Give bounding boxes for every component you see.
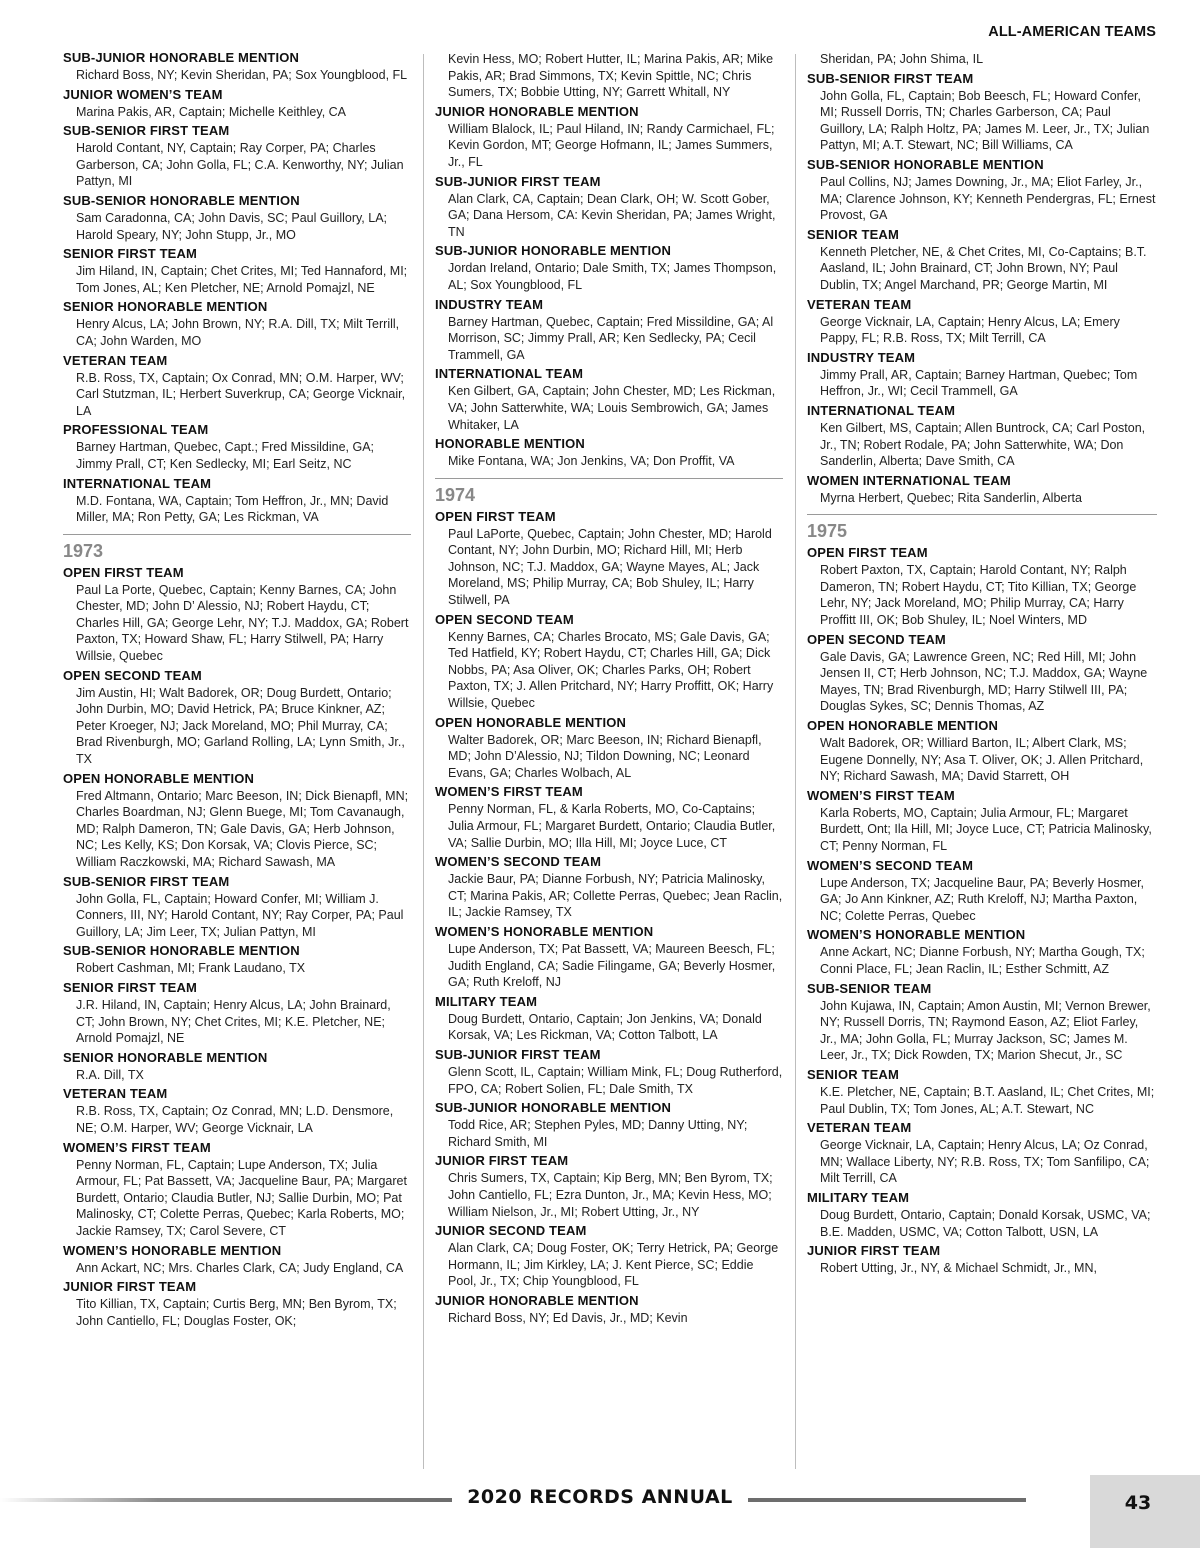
team-heading: INTERNATIONAL TEAM (807, 402, 956, 418)
team-heading: SENIOR FIRST TEAM (63, 979, 197, 995)
team-heading: JUNIOR WOMEN’S TEAM (63, 86, 223, 102)
team-roster: Mike Fontana, WA; Jon Jenkins, VA; Don Proffit, VA (448, 454, 735, 469)
team-section (435, 243, 783, 293)
team-section (807, 788, 1157, 855)
team-section (63, 422, 411, 472)
running-header: ALL-AMERICAN TEAMS (988, 24, 1156, 40)
team-heading: OPEN HONORABLE MENTION (435, 714, 627, 730)
team-heading: SUB-SENIOR TEAM (807, 980, 932, 996)
team-heading: SENIOR FIRST TEAM (63, 246, 197, 262)
team-roster: Marina Pakis, AR, Captain; Michelle Keithley, CA (76, 104, 347, 119)
team-section (435, 1047, 783, 1097)
team-heading: WOMEN’S HONORABLE MENTION (63, 1242, 282, 1258)
team-section (807, 1190, 1157, 1240)
team-heading: OPEN FIRST TEAM (435, 508, 556, 524)
team-heading: VETERAN TEAM (807, 1120, 912, 1136)
team-roster: Jackie Baur, PA; Dianne Forbush, NY; Patricia Malinosky, CT; Marina Pakis, AR; Collette Perras, Quebec; Jean Raclin, IL; Jackie Ramsey, TX (448, 872, 783, 920)
team-section (63, 771, 411, 871)
team-heading: VETERAN TEAM (63, 352, 168, 368)
team-section (63, 476, 411, 526)
team-heading: WOMEN’S HONORABLE MENTION (807, 927, 1026, 943)
team-roster: Kenny Barnes, CA; Charles Brocato, MS; Gale Davis, GA; Ted Hatfield, KY; Robert Haydu, CT; Charles Hill, GA; Dick Nobbs, PA; Asa Oliver, OK; Charles Parks, OH; Robert Paxton, TX; J. Allen Pritchard, NY; Harry Proffitt, OK; Harry Willsie, Quebec (448, 629, 774, 711)
team-section (63, 87, 411, 121)
team-heading: SUB-SENIOR HONORABLE MENTION (807, 156, 1044, 172)
team-section (807, 927, 1157, 977)
column-divider (795, 54, 796, 1469)
footer-rule-right (748, 1498, 1026, 1502)
team-section (807, 1120, 1157, 1187)
year-heading: 1975 (807, 521, 848, 542)
column-1 (63, 50, 411, 1332)
team-heading: MILITARY TEAM (435, 993, 538, 1009)
team-roster: K.E. Pletcher, NE, Captain; B.T. Aasland, IL; Chet Crites, MI; Paul Dublin, TX; Tom Jones, AL; A.T. Stewart, NC (820, 1084, 1155, 1116)
footer-title: 2020 RECORDS ANNUAL (467, 1486, 733, 1508)
team-roster: R.B. Ross, TX, Captain; Ox Conrad, MN; O.M. Harper, WV; Carl Stutzman, IL; Herbert Suverkrup, CA; George Vicknair, LA (76, 370, 406, 418)
team-roster: Barney Hartman, Quebec, Capt.; Fred Missildine, GA; Jimmy Prall, CT; Ken Sedlecky, MI; Earl Seitz, NC (76, 440, 375, 471)
team-heading: OPEN SECOND TEAM (63, 667, 202, 683)
year-section (63, 534, 411, 563)
team-roster: Gale Davis, GA; Lawrence Green, NC; Red Hill, MI; John Jensen II, CT; Herb Johnson, NC; T.J. Maddox, GA; Wayne Mayes, TN; Brad Rivenburgh, MD; Harry Stilwell III, PA; Douglas Sykes, SC; Dennis Thomas, AZ (820, 649, 1148, 714)
team-heading: WOMEN’S FIRST TEAM (435, 784, 583, 800)
team-roster: Sheridan, PA; John Shima, IL (820, 52, 984, 66)
team-heading: SUB-SENIOR HONORABLE MENTION (63, 943, 300, 959)
team-heading: OPEN SECOND TEAM (807, 631, 946, 647)
team-section (63, 123, 411, 190)
team-roster: Lupe Anderson, TX; Jacqueline Baur, PA; Beverly Hosmer, GA; Jo Ann Kinkner, AZ; Ruth Kreloff, NJ; Martha Paxton, NC; Colette Perras, Quebec (820, 875, 1145, 923)
team-section (435, 612, 783, 712)
team-section (63, 246, 411, 296)
team-roster: Paul LaPorte, Quebec, Captain; John Chester, MD; Harold Contant, NY; John Durbin, MO; Richard Hill, MI; Herb Johnson, NC; T.J. Maddox, GA; Wayne Mayes, AL; Jack Moreland, MS; Philip Murray, CA; Bob Shuley, IL; Harry Stilwell, PA (448, 526, 772, 608)
team-section (435, 784, 783, 851)
team-section (63, 1050, 411, 1084)
team-heading: SENIOR HONORABLE MENTION (63, 299, 268, 315)
team-section (63, 980, 411, 1047)
team-heading: OPEN HONORABLE MENTION (63, 770, 255, 786)
team-section (807, 1067, 1157, 1117)
team-roster: Penny Norman, FL, Captain; Lupe Anderson, TX; Julia Armour, FL; Pat Bassett, VA; Jacqueline Baur, PA; Margaret Burdett, Ontario; Claudia Butler, NJ; Sallie Durbin, MO; Pat Malinosky, CT; Colette Perras, Quebec; Karla Roberts, MO; Jackie Ramsey, TX; Carol Severe, CT (76, 1157, 407, 1238)
team-roster: Jimmy Prall, AR, Captain; Barney Hartman, Quebec; Tom Heffron, Jr., WI; Cecil Trammell, GA (820, 367, 1138, 399)
team-section (807, 71, 1157, 154)
team-section (435, 1100, 783, 1150)
team-heading: SUB-SENIOR FIRST TEAM (807, 70, 974, 86)
team-roster: R.A. Dill, TX (76, 1067, 144, 1082)
team-section (435, 924, 783, 991)
team-section (807, 981, 1157, 1064)
team-roster: George Vicknair, LA, Captain; Henry Alcus, LA; Emery Pappy, FL; R.B. Ross, TX; Milt Terrill, CA (820, 314, 1120, 346)
team-section (63, 1279, 411, 1329)
team-roster: Jim Hiland, IN, Captain; Chet Crites, MI; Ted Hannaford, MI; Tom Jones, AL; Ken Pletcher, NE; Arnold Pomajzl, NE (76, 264, 408, 295)
team-heading: OPEN FIRST TEAM (807, 545, 928, 561)
team-section (63, 1243, 411, 1277)
team-roster: John Golla, FL, Captain; Howard Confer, MI; William J. Conners, III, NY; Harold Contant, NY; Ray Corper, PA; Paul Guillory, LA; Jim Leer, TX; Julian Pattyn, MI (76, 891, 404, 939)
team-roster: Alan Clark, CA, Captain; Dean Clark, OH; W. Scott Gober, GA; Dana Hersom, CA: Kevin Sheridan, PA; James Wright, TN (448, 191, 776, 239)
team-section (63, 943, 411, 977)
team-roster: Tito Killian, TX, Captain; Curtis Berg, MN; Ben Byrom, TX; John Cantiello, FL; Douglas Foster, OK; (76, 1297, 397, 1328)
team-section (807, 1243, 1157, 1277)
team-heading: OPEN FIRST TEAM (63, 564, 184, 580)
team-section (807, 545, 1157, 628)
team-roster: Jim Austin, HI; Walt Badorek, OR; Doug Burdett, Ontario; John Durbin, MO; David Hetrick, PA; Bruce Kinkner, AZ; Peter Kroeger, NJ; Jack Moreland, MO; Phil Murray, CA; Brad Rivenburgh, MO; Garland Rolling, LA; Lynn Smith, Jr., TX (76, 685, 405, 767)
team-section (807, 858, 1157, 925)
team-roster: George Vicknair, LA, Captain; Henry Alcus, LA; Oz Conrad, MN; Wallace Liberty, NY; R.B. Ross, TX; Tom Sanfilipo, CA; Milt Terrill, CA (820, 1138, 1150, 1186)
team-section (807, 473, 1157, 507)
team-roster: Ken Gilbert, MS, Captain; Allen Buntrock, CA; Carl Poston, Jr., TN; Robert Rodale, PA; John Satterwhite, WA; Don Sanderlin, Alberta; Dave Smith, CA (820, 420, 1146, 469)
team-roster: Ann Ackart, NC; Mrs. Charles Clark, CA; Judy England, CA (76, 1260, 404, 1275)
team-roster: Jordan Ireland, Ontario; Dale Smith, TX; James Thompson, AL; Sox Youngblood, FL (448, 261, 777, 292)
team-heading: WOMEN’S SECOND TEAM (807, 857, 974, 873)
team-roster: Lupe Anderson, TX; Pat Bassett, VA; Maureen Beesch, FL; Judith England, CA; Sadie Filingame, GA; Beverly Hosmer, GA; Ruth Kreloff, NJ (448, 941, 776, 990)
team-roster: Barney Hartman, Quebec, Captain; Fred Missildine, GA; Al Morrison, SC; Jimmy Prall, AR; Ken Sedlecky, PA; Cecil Trammell, GA (448, 314, 774, 362)
team-roster: Fred Altmann, Ontario; Marc Beeson, IN; Dick Bienapfl, MN; Charles Boardman, NJ; Glenn Buege, MI; Tom Cavanaugh, MD; Ralph Dameron, TN; Gale Davis, GA; Herb Johnson, NC; Les Kelly, KS; Don Korsak, VA; Clovis Pierce, SC; William Raczkowski, MA; Richard Sawash, MA (76, 788, 409, 869)
team-heading: SUB-JUNIOR HONORABLE MENTION (63, 50, 300, 65)
team-heading: HONORABLE MENTION (435, 436, 585, 452)
team-section (435, 51, 783, 101)
team-section (807, 632, 1157, 715)
team-heading: SENIOR TEAM (807, 1066, 899, 1082)
team-roster: Henry Alcus, LA; John Brown, NY; R.A. Dill, TX; Milt Terrill, CA; John Warden, MO (76, 317, 400, 348)
team-heading: INTERNATIONAL TEAM (63, 475, 212, 491)
team-heading: SUB-JUNIOR FIRST TEAM (435, 1046, 601, 1062)
team-heading: WOMEN’S HONORABLE MENTION (435, 923, 654, 939)
team-roster: John Golla, FL, Captain; Bob Beesch, FL; Howard Confer, MI; Russell Dorris, TN; Charles Garberson, CA; Paul Guillory, LA; Ralph Holtz, PA; James M. Leer, Jr., TX; Julian Pattyn, MI; A.T. Stewart, NC; Bill Williams, CA (820, 88, 1150, 153)
footer-rule-left (0, 1498, 452, 1502)
team-heading: VETERAN TEAM (63, 1086, 168, 1102)
team-heading: SENIOR HONORABLE MENTION (63, 1049, 268, 1065)
team-heading: JUNIOR FIRST TEAM (807, 1243, 941, 1259)
team-section (435, 509, 783, 609)
team-section (63, 874, 411, 941)
team-roster: Ken Gilbert, GA, Captain; John Chester, MD; Les Rickman, VA; John Satterwhite, WA; Louis Sembrowich, GA; James Whitaker, LA (448, 384, 776, 432)
team-roster: Chris Sumers, TX, Captain; Kip Berg, MN; Ben Byrom, TX; John Cantiello, FL; Ezra Dunton, Jr., MA; Kevin Hess, MO; William Nielson, Jr., MI; Robert Utting, Jr., NY (448, 1171, 773, 1219)
team-roster: Harold Contant, NY, Captain; Ray Corper, PA; Charles Garberson, CA; John Golla, FL; C.A. Kenworthy, NY; Julian Pattyn, MI (76, 141, 404, 189)
team-roster: R.B. Ross, TX, Captain; Oz Conrad, MN; L.D. Densmore, NE; O.M. Harper, WV; George Vicknair, LA (76, 1104, 394, 1135)
team-section (435, 854, 783, 921)
team-roster: Doug Burdett, Ontario, Captain; Jon Jenkins, VA; Donald Korsak, VA; Les Rickman, VA; Cotton Talbott, LA (448, 1011, 762, 1043)
team-section (63, 50, 411, 84)
year-section (807, 514, 1157, 543)
team-section (435, 174, 783, 241)
team-roster: John Kujawa, IN, Captain; Amon Austin, MI; Vernon Brewer, NY; Russell Dorris, TN; Raymond Eason, AZ; Eliot Farley, Jr., MA; John Golla, FL; Murray Jackson, SC; James M. Leer, Jr., TX; Dick Rowden, TX; Marion Shecut, Jr., SC (820, 998, 1151, 1063)
team-roster: Glenn Scott, IL, Captain; William Mink, FL; Doug Rutherford, FPO, CA; Robert Solien, FL; Dale Smith, TX (448, 1064, 783, 1096)
team-section (63, 353, 411, 420)
team-roster: Paul La Porte, Quebec, Captain; Kenny Barnes, CA; John Chester, MD; John D’ Alessio, NJ; Robert Haydu, CT; Charles Hill, GA; George Lehr, NY; T.J. Maddox, GA; Robert Paxton, TX; Howard Shaw, FL; Harry Stilwell, PA; Harry Willsie, Quebec (76, 582, 409, 664)
team-heading: SUB-JUNIOR FIRST TEAM (435, 173, 601, 189)
team-section (807, 51, 1157, 68)
team-roster: Paul Collins, NJ; James Downing, Jr., MA; Eliot Farley, Jr., MA; Clarence Johnson, KY; Kenneth Pendergras, FL; Ernest Provost, GA (820, 174, 1156, 223)
team-roster: Alan Clark, CA; Doug Foster, OK; Terry Hetrick, PA; George Hormann, IL; Jim Kirkley, LA; J. Kent Pierce, SC; Eddie Pool, Jr., TX; Chip Youngblood, FL (448, 1241, 779, 1289)
team-heading: JUNIOR FIRST TEAM (435, 1153, 569, 1169)
team-roster: Richard Boss, NY; Kevin Sheridan, PA; Sox Youngblood, FL (76, 68, 408, 82)
team-section (435, 715, 783, 782)
team-section (435, 366, 783, 433)
team-roster: Doug Burdett, Ontario, Captain; Donald Korsak, USMC, VA; B.E. Madden, USMC, VA; Cotton Talbott, USN, LA (820, 1207, 1151, 1239)
team-heading: OPEN HONORABLE MENTION (807, 718, 999, 734)
team-heading: SUB-SENIOR FIRST TEAM (63, 123, 230, 139)
team-heading: JUNIOR SECOND TEAM (435, 1223, 587, 1239)
team-heading: SENIOR TEAM (807, 226, 899, 242)
team-roster: Richard Boss, NY; Ed Davis, Jr., MD; Kevin (448, 1310, 688, 1325)
team-section (63, 299, 411, 349)
team-section (63, 565, 411, 665)
team-section (63, 1140, 411, 1240)
year-heading: 1974 (435, 484, 476, 505)
year-section (435, 478, 783, 507)
team-section (435, 297, 783, 364)
team-roster: J.R. Hiland, IN, Captain; Henry Alcus, LA; John Brainard, CT; John Brown, NY; Chet Crites, MI; K.E. Pletcher, NE; Arnold Pomajzl, NE (76, 997, 391, 1046)
team-roster: Penny Norman, FL, & Karla Roberts, MO, Co-Captains; Julia Armour, FL; Margaret Burdett, Ontario; Claudia Butler, VA; Sallie Durbin, MO; Illa Hill, MI; Joyce Luce, CT (448, 802, 776, 850)
team-heading: WOMEN’S SECOND TEAM (435, 854, 602, 870)
column-2 (435, 50, 783, 1329)
team-roster: Anne Ackart, NC; Dianne Forbush, NY; Martha Gough, TX; Conni Place, FL; Jean Raclin, IL; Esther Schmitt, AZ (820, 945, 1145, 976)
team-heading: OPEN SECOND TEAM (435, 611, 574, 627)
team-roster: Walt Badorek, OR; Williard Barton, IL; Albert Clark, MS; Eugene Donnelly, NY; Asa T. Oliver, OK; J. Allen Pritchard, NY; Richard Sawash, MA; David Starrett, OH (820, 736, 1144, 784)
team-section (435, 436, 783, 470)
columns (0, 50, 1200, 1470)
team-heading: WOMEN’S FIRST TEAM (807, 787, 955, 803)
team-roster: M.D. Fontana, WA, Captain; Tom Heffron, Jr., MN; David Miller, MA; Ron Petty, GA; Les Rickman, VA (76, 493, 389, 525)
team-heading: SUB-JUNIOR HONORABLE MENTION (435, 1100, 672, 1116)
team-heading: MILITARY TEAM (807, 1189, 910, 1205)
team-heading: INDUSTRY TEAM (435, 296, 544, 312)
team-section (807, 403, 1157, 470)
team-roster: Karla Roberts, MO, Captain; Julia Armour, FL; Margaret Burdett, Ont; Ila Hill, MI; Joyce Luce, CT; Patricia Malinosky, CT; Penny Norman, FL (820, 805, 1152, 853)
team-roster: Kenneth Pletcher, NE, & Chet Crites, MI, Co-Captains; B.T. Aasland, IL; John Brainard, CT; John Brown, NY; Paul Dublin, TX; Angel Marchand, PR; George Martin, MI (820, 244, 1147, 292)
column-divider (423, 54, 424, 1469)
team-heading: JUNIOR HONORABLE MENTION (435, 1292, 639, 1308)
team-heading: WOMEN INTERNATIONAL TEAM (807, 472, 1011, 488)
team-heading: SUB-SENIOR FIRST TEAM (63, 873, 230, 889)
team-heading: JUNIOR HONORABLE MENTION (435, 103, 639, 119)
team-heading: JUNIOR FIRST TEAM (63, 1279, 197, 1295)
team-roster: Todd Rice, AR; Stephen Pyles, MD; Danny Utting, NY; Richard Smith, MI (448, 1118, 748, 1149)
team-section (435, 1293, 783, 1327)
team-roster: William Blalock, IL; Paul Hiland, IN; Randy Carmichael, FL; Kevin Gordon, MT; George Hofmann, IL; James Summers, Jr., FL (448, 121, 775, 169)
team-heading: VETERAN TEAM (807, 296, 912, 312)
team-roster: Robert Utting, Jr., NY, & Michael Schmidt, Jr., MN, (820, 1261, 1097, 1276)
team-roster: Kevin Hess, MO; Robert Hutter, IL; Marina Pakis, AR; Mike Pakis, AR; Brad Simmons, TX; Kevin Spittle, NC; Chris Sumers, TX; Bobbie Utting, NY; Garrett Whitall, NY (448, 52, 774, 100)
team-roster: Myrna Herbert, Quebec; Rita Sanderlin, Alberta (820, 490, 1082, 505)
team-section (63, 1086, 411, 1136)
team-section (807, 227, 1157, 294)
team-heading: PROFESSIONAL TEAM (63, 422, 209, 438)
team-roster: Robert Paxton, TX, Captain; Harold Contant, NY; Ralph Dameron, TN; Robert Haydu, CT; Tito Killian, TX; George Lehr, NY; Jack Moreland, MO; Philip Murray, CA; Harry Proffitt III, OK; Bob Shuley, IL; Noel Winters, MD (820, 563, 1137, 628)
team-roster: Robert Cashman, MI; Frank Laudano, TX (76, 961, 306, 976)
column-3 (807, 50, 1157, 1280)
team-section (435, 104, 783, 171)
team-section (435, 1153, 783, 1220)
team-heading: WOMEN’S FIRST TEAM (63, 1139, 211, 1155)
team-heading: INTERNATIONAL TEAM (435, 366, 584, 382)
team-heading: SUB-SENIOR HONORABLE MENTION (63, 192, 300, 208)
team-roster: Sam Caradonna, CA; John Davis, SC; Paul Guillory, LA; Harold Speary, NY; John Stupp, Jr., MO (76, 210, 388, 242)
team-section (807, 157, 1157, 224)
team-roster: Walter Badorek, OR; Marc Beeson, IN; Richard Bienapfl, MD; John D’Alessio, NJ; Tildon Downing, NC; Leonard Evans, GA; Charles Wolbach, AL (448, 732, 762, 780)
team-section (807, 718, 1157, 785)
team-section (63, 668, 411, 768)
team-section (807, 350, 1157, 400)
year-heading: 1973 (63, 540, 104, 561)
team-heading: SUB-JUNIOR HONORABLE MENTION (435, 243, 672, 259)
team-section (435, 994, 783, 1044)
page-number: 43 (1124, 1492, 1152, 1514)
team-section (435, 1223, 783, 1290)
team-section (807, 297, 1157, 347)
team-heading: INDUSTRY TEAM (807, 349, 916, 365)
team-section (63, 193, 411, 243)
